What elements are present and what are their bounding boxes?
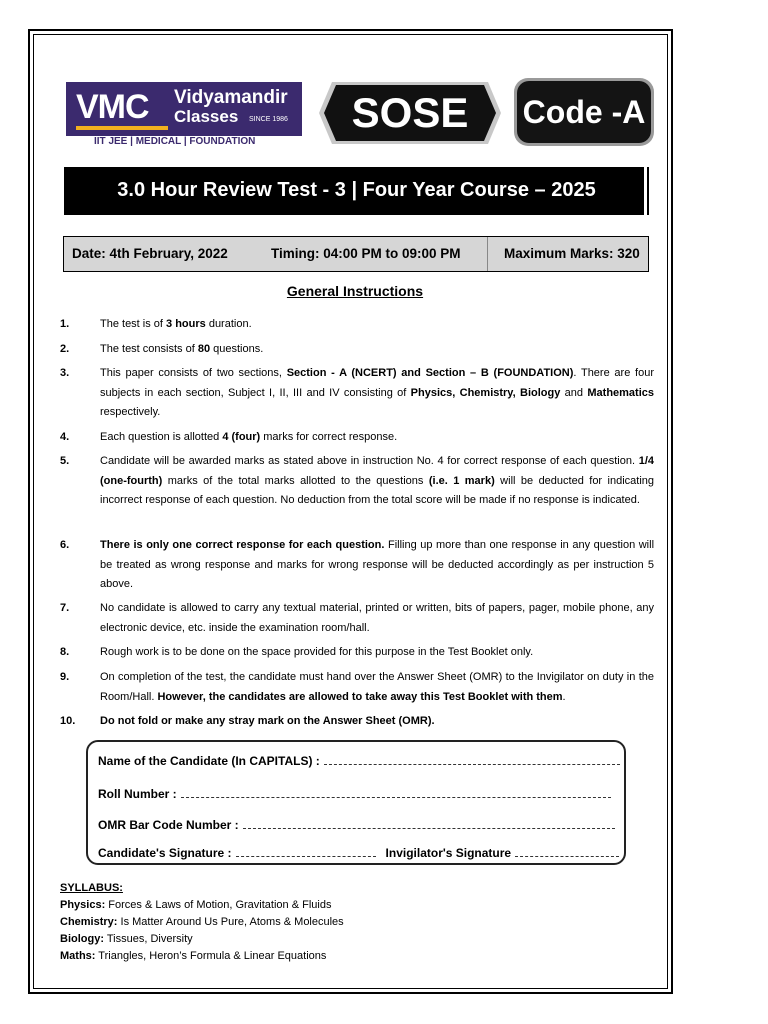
maximum-marks: Maximum Marks: 320 xyxy=(504,246,640,261)
logo-brand: VMC xyxy=(76,88,149,126)
title-bar-edge xyxy=(644,167,647,215)
instruction-number: 8. xyxy=(60,646,70,658)
syllabus-item xyxy=(60,931,344,948)
instruction-plain-text: and xyxy=(560,386,588,399)
invigilator-signature-line[interactable] xyxy=(515,855,619,857)
instruction-plain-text: Candidate will be awarded marks as stated above in instruction No. 4 for correct response of each question. xyxy=(100,455,639,467)
test-title-bar xyxy=(64,167,649,215)
candidate-signature-field[interactable] xyxy=(98,846,619,860)
candidate-name-field[interactable] xyxy=(98,754,620,768)
vmc-logo xyxy=(66,82,302,136)
subject-badge xyxy=(318,80,502,146)
instruction-plain-text: The test consists of xyxy=(100,343,198,355)
omr-code-line[interactable] xyxy=(243,827,615,829)
logo-since: SINCE 1986 xyxy=(249,116,288,123)
logo-underline xyxy=(76,126,168,130)
instruction-number: 4. xyxy=(60,431,70,443)
roll-number-field[interactable] xyxy=(98,787,611,801)
instruction-number: 9. xyxy=(60,671,70,683)
instruction-bold-text: 1/4 (one-fourth) xyxy=(100,455,654,487)
instruction-bold-text: There is only one correct response for each question. xyxy=(100,539,385,551)
instruction-plain-text: No candidate is allowed to carry any textual material, printed or written, bits of papers, pager, mobile phone, any electronic device, etc. inside the examination room/hall. xyxy=(100,602,654,634)
instruction-plain-text: will be deducted for indicating incorrect response of each question. No deduction from the total score will be made if no response is indicated. xyxy=(100,474,655,506)
instruction-plain-text: Each question is allotted xyxy=(100,431,223,443)
paper-code: Code -A xyxy=(517,81,651,143)
instruction-bold-text: 4 (four) xyxy=(222,431,261,443)
instruction-number: 10. xyxy=(60,715,76,727)
instruction-number: 7. xyxy=(60,602,70,614)
instruction-plain-text: respectively. xyxy=(100,406,161,418)
test-date: Date: 4th February, 2022 xyxy=(72,246,228,261)
logo-line1: Vidyamandir xyxy=(174,87,288,108)
candidate-name-line[interactable] xyxy=(324,763,620,765)
instruction-plain-text: . xyxy=(562,690,566,703)
omr-code-field[interactable] xyxy=(98,818,615,832)
syllabus-topics: Triangles, Heron’s Formula & Linear Equations xyxy=(95,950,327,962)
instruction-text xyxy=(100,599,654,638)
instruction-bold-text: Mathematics xyxy=(587,386,655,399)
instruction-number: 6. xyxy=(60,539,70,551)
syllabus-topics: Is Matter Around Us Pure, Atoms & Molecules xyxy=(117,916,344,928)
instruction-text xyxy=(100,712,654,732)
logo-tagline: IIT JEE | MEDICAL | FOUNDATION xyxy=(94,136,256,147)
invigilator-signature-label: Invigilator's Signature xyxy=(385,846,512,860)
syllabus-title: SYLLABUS: xyxy=(60,882,123,894)
instruction-bold-text: 80 xyxy=(197,343,211,355)
instruction-number: 3. xyxy=(60,367,70,379)
instruction-plain-text: On completion of the test, the candidate must hand over the Answer Sheet (OMR) to the Invigilator on duty in the Room/Hall. xyxy=(100,671,654,703)
instruction-number: 2. xyxy=(60,343,70,355)
instruction-plain-text: . There are four subjects in each section, Subject I, II, III and IV consisting of xyxy=(100,367,655,399)
instruction-number: 5. xyxy=(60,455,70,467)
instruction-text xyxy=(100,668,654,707)
code-badge xyxy=(514,78,654,146)
instruction-plain-text: Rough work is to be done on the space provided for this purpose in the Test Booklet only. xyxy=(100,646,534,658)
instruction-plain-text: questions. xyxy=(210,343,264,355)
instruction-bold-text: However, the candidates are allowed to take away this Test Booklet with them xyxy=(157,690,563,703)
logo-line2: Classes xyxy=(174,107,239,126)
instruction-text xyxy=(100,364,654,423)
candidate-signature-label: Candidate's Signature : xyxy=(98,846,232,860)
instruction-plain-text: duration. xyxy=(205,318,252,330)
subject-name: SOSE xyxy=(351,89,469,136)
instruction-plain-text: Filling up more than one response in any question will be treated as wrong response and marks for wrong response will be deducted accordingly as per instruction 5 above. xyxy=(100,539,655,590)
syllabus-topics: Forces & Laws of Motion, Gravitation & Fluids xyxy=(105,899,332,911)
general-instructions-heading: General Instructions xyxy=(286,283,424,299)
syllabus-subject: Physics: xyxy=(60,899,106,911)
instruction-bold-text: Physics, Chemistry, Biology xyxy=(410,386,561,399)
test-timing: Timing: 04:00 PM to 09:00 PM xyxy=(271,246,461,261)
syllabus-topics: Tissues, Diversity xyxy=(104,933,193,945)
test-info-bar xyxy=(63,236,649,272)
instruction-number: 1. xyxy=(60,318,70,330)
instruction-bold-text: Section - A (NCERT) and Section – B (FOUNDATION) xyxy=(286,367,574,379)
candidate-signature-line[interactable] xyxy=(236,855,376,857)
roll-number-label: Roll Number : xyxy=(98,787,177,801)
syllabus-item xyxy=(60,897,344,914)
instruction-text xyxy=(100,315,654,335)
syllabus-items xyxy=(60,897,344,965)
instruction-bold-text: Do not fold or make any stray mark on the Answer Sheet (OMR). xyxy=(100,715,435,727)
instruction-bold-text: (i.e. 1 mark) xyxy=(428,474,495,487)
instruction-text xyxy=(100,428,654,448)
syllabus-item xyxy=(60,914,344,931)
candidate-name-label: Name of the Candidate (In CAPITALS) : xyxy=(98,754,320,768)
syllabus-subject: Biology: xyxy=(60,933,104,945)
test-title: 3.0 Hour Review Test - 3 | Four Year Course – 2025 xyxy=(117,179,596,201)
syllabus-subject: Maths: xyxy=(60,950,96,962)
syllabus-item xyxy=(60,948,344,965)
instruction-text xyxy=(100,452,654,511)
instruction-text xyxy=(100,340,654,360)
instruction-plain-text: marks for correct response. xyxy=(260,431,398,443)
instruction-text xyxy=(100,643,654,663)
info-divider xyxy=(487,237,488,271)
instruction-bold-text: 3 hours xyxy=(166,318,206,330)
syllabus-subject: Chemistry: xyxy=(60,916,118,928)
omr-code-label: OMR Bar Code Number : xyxy=(98,818,239,832)
roll-number-line[interactable] xyxy=(181,796,611,798)
instruction-plain-text: marks of the total marks allotted to the questions xyxy=(162,474,429,487)
instruction-plain-text: This paper consists of two sections, xyxy=(100,367,287,379)
instruction-plain-text: The test is of xyxy=(100,318,167,330)
syllabus-section xyxy=(60,880,344,965)
instruction-text xyxy=(100,536,654,595)
candidate-details-box xyxy=(86,740,626,865)
